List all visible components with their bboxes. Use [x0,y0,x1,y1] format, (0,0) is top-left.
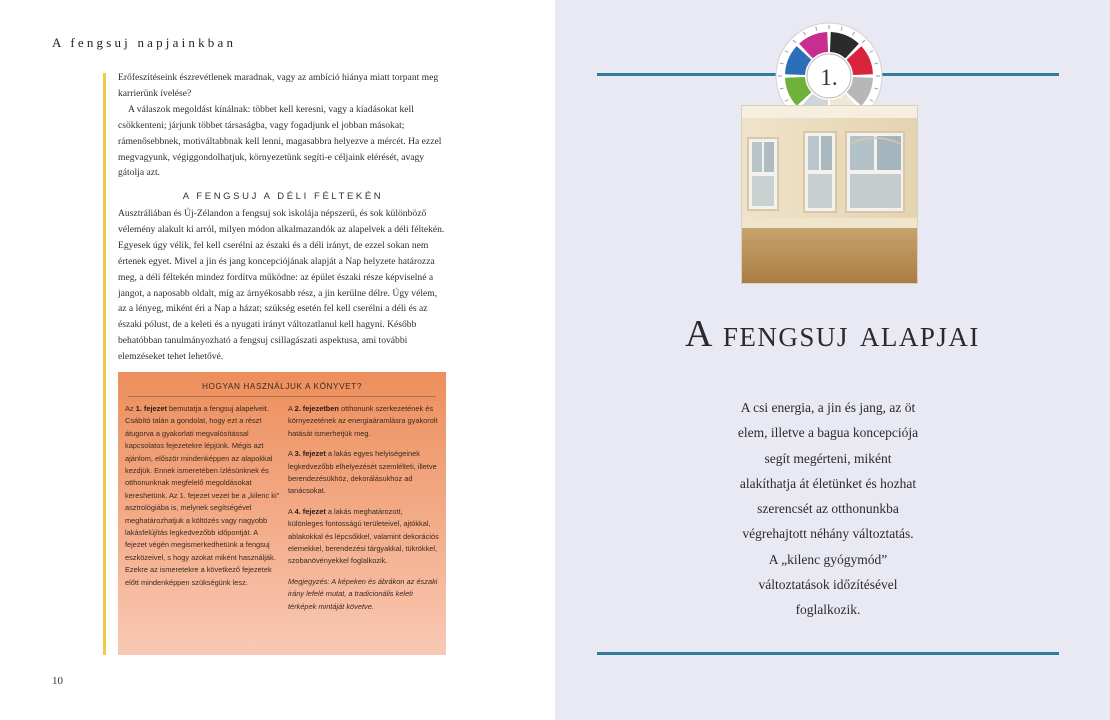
section-paragraph: Ausztráliában és Új-Zélandon a fengsuj sok iskolája népszerű, és sok különböző vélemény alakult ki arról, milyen módon alkalmazandók az alapelvek a déli féltekén. Egyesek úgy vélik, fel kell cserélni az északi és a déli irányt, de ezzel sokan nem értenek egyet. Mivel a jin és jang koncepciójának alapját a Nap helyzete határozza meg, a déli féltekén mindez fordítva működne: az épület északi része képviselné a jangot, a naposabb oldalt, míg az árnyékosabb rész, a jin kerülne délre. Úgy vélem, az a lényeg, miként éri a Nap a házat; szükség esetén fel kell cserélni a déli és az északi pólust, de a keleti és a nyugati irányt változatlanul kell hagyni. Később behatóbban tanulmányozható a fengsuj csillagászati aspektusa, ami további elemzéseket tehet lehetővé. [118,208,445,363]
chapter-intro-line: foglalkozik. [795,602,861,618]
chapter-intro [713,395,943,623]
box-left-paragraph-1: Az 1. fejezet bemutatja a fengsuj alapelveit. Csábító talán a gondolat, hogy ezt a részt átugorva a gyakorlati megvalósítással kapcsolatos fejezetekre lépjünk. Mégis azt ajánlom, először mindenképpen az alapokkal kezdjük. Ennek ismeretében ízlésünknek és otthonunknak megfelelő megoldásokat kereshetünk. Az 1. fejezet vezet be a „kilenc ki” asztrológiába is, melynek segítségével meghatározhatjuk a költözés vagy nagyobb lakásfelújítás legkedvezőbb időpontját. A fejezet végén megismerkedhetünk a fengsuj eszközeivel, s hogy azokat miként használják. Ezekre az ismeretekre a következő fejezetek előtt mindenképpen szükségünk lesz. [125,404,280,587]
intro-paragraph-2: A válaszok megoldást kínálnak: többet kell keresni, vagy a kiadásokat kell csökkenteni; járjunk többet társaságba, vagy fogadjunk el jobban másokat; rámenősebbnek, motiváltabbnak kell lenni, magasabbra helyezve a mércét. Ha ezzel megvagyunk, végiggondolhatjuk, környezetünk segíti-e céljaink elérését, avagy gátolja azt. [118,103,442,179]
box-right-paragraph-2: A 3. fejezet a lakás egyes helyiségeinek legkedvezőbb elhelyezését szemlélteti, illetve berendezésükhöz, dekorálásukhoz ad tanácsokat. [288,449,437,496]
right-page [555,0,1110,720]
chapter-intro-line: alakíthatja át életünket és hozhat [739,475,917,491]
box-note: Megjegyzés: A képeken és ábrákon az északi irány lefelé mutat, a tradicionális keleti térképek mintáját követve. [288,576,438,611]
chapter-intro-line: elem, illetve a bagua koncepciója [737,425,919,441]
box-right-paragraph-3: A 4. fejezet a lakás meghatározott, különleges fontosságú területeivel, ajtókkal, ablakokkal és lépcsőkkel, valamint dekorációs elemekkel, berendezési tárgyakkal, tükrökkel, szobanövényekkel foglalkozik. [288,506,439,566]
chapter-title: A fengsuj alapjai [685,313,980,355]
running-head: A fengsuj napjainkban [52,35,237,50]
how-to-use-box [118,372,446,655]
section-body [118,206,448,365]
chapter-number: 1. [820,65,838,90]
intro-text [118,70,448,181]
box-right-column [288,403,440,621]
chapter-intro-line: végrehajtott néhány változtatás. [742,526,914,542]
yellow-side-bar [103,73,106,655]
chapter-intro-line: A csi energia, a jin és jang, az öt [740,400,916,415]
bottom-rule [597,652,1059,655]
chapter-intro-line: A „kilenc gyógymód” [768,551,888,567]
section-title [118,191,448,202]
chapter-intro-line: szerencsét az otthonunkba [757,501,899,517]
chapter-intro-line: segít megérteni, miként [764,450,892,466]
box-title: HOGYAN HASZNÁLJUK A KÖNYVET? [202,382,362,391]
chapter-intro-line: változtatások időzítésével [758,577,898,593]
bay-window-photo [741,105,918,284]
box-right-paragraph-1: A 2. fejezetben otthonunk szerkezetének és környezetének az energiaáramlásra gyakorolt hatását ismerhetjük meg. [288,404,438,438]
box-divider [128,396,436,397]
page-number: 10 [52,675,63,687]
intro-paragraph-1: Erőfeszítéseink észrevétlenek maradnak, vagy az ambíció hiánya miatt torpant meg karrierünk ívelése? [118,72,439,99]
box-left-column [125,403,280,597]
section-title-text: A FENGSUJ A DÉLI FÉLTEKÉN [182,191,384,202]
